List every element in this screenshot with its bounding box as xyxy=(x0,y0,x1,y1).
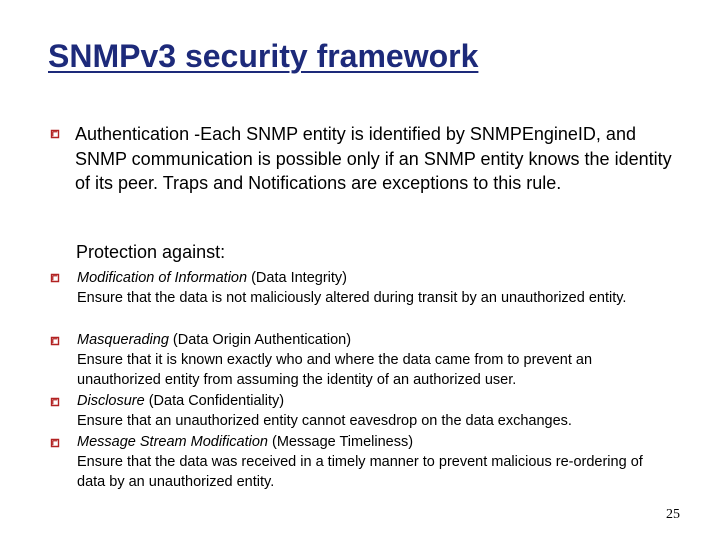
checkbox-bullet-icon xyxy=(50,438,60,448)
protection-item-description: Ensure that the data is not maliciously altered during transit by an unauthorized entity. xyxy=(77,290,627,307)
protection-item-term: Masquerading xyxy=(77,332,169,348)
protection-item-term: Disclosure xyxy=(77,393,145,409)
protection-item-qualifier: (Data Confidentiality) xyxy=(144,393,285,409)
protection-item-term: Message Stream Modification xyxy=(77,434,268,450)
checkbox-bullet-icon xyxy=(50,273,60,283)
page-number: 25 xyxy=(666,507,680,522)
authentication-bullet-text: Authentication -Each SNMP entity is identified by SNMPEngineID, and SNMP communication is possible only if an SNMP entity knows the identity of its peer. Traps and Notifications are exceptions to this rule. xyxy=(75,124,672,193)
protection-heading: Protection against: xyxy=(76,242,226,262)
checkbox-bullet-icon xyxy=(50,397,60,407)
protection-item-qualifier: (Message Timeliness) xyxy=(268,434,414,450)
protection-item-qualifier: (Data Integrity) xyxy=(247,270,347,286)
checkbox-bullet-icon xyxy=(50,336,60,346)
protection-item-description: Ensure that an unauthorized entity cannot eavesdrop on the data exchanges. xyxy=(77,413,572,430)
slide-title: SNMPv3 security framework xyxy=(48,38,479,74)
protection-item-qualifier: (Data Origin Authentication) xyxy=(168,332,352,348)
protection-item-description: Ensure that it is known exactly who and where the data came from to prevent an unauthorized entity from assuming the identity of an authorized user. xyxy=(77,352,593,389)
protection-item xyxy=(77,268,657,308)
checkbox-bullet-icon xyxy=(50,129,60,139)
protection-item-term: Modification of Information xyxy=(77,270,248,286)
protection-item xyxy=(77,330,657,391)
protection-item xyxy=(77,432,657,493)
protection-item xyxy=(77,391,657,431)
protection-item-description: Ensure that the data was received in a timely manner to prevent malicious re-ordering of data by an unauthorized entity. xyxy=(77,454,643,491)
